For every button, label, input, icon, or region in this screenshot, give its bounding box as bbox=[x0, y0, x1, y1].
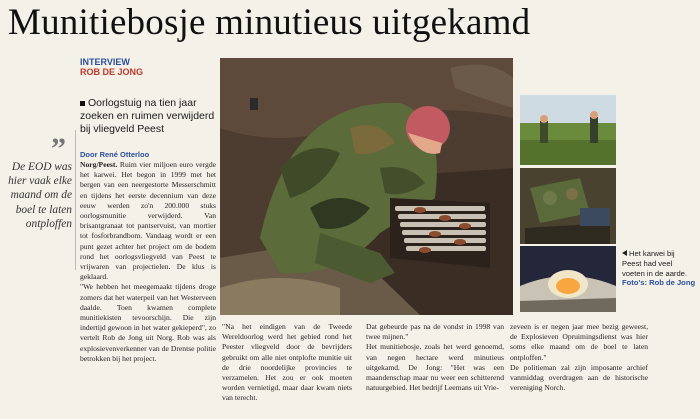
photo-field-workers bbox=[520, 95, 616, 165]
side-photo-munitions bbox=[520, 168, 616, 244]
divider bbox=[75, 130, 76, 270]
headline: Munitiebosje minutieus uitgekamd bbox=[8, 2, 531, 43]
side-photo-explosion bbox=[520, 246, 616, 312]
dateline: Norg/Peest. bbox=[80, 160, 118, 169]
bullet-icon bbox=[80, 101, 85, 106]
pull-quote bbox=[6, 132, 72, 231]
kicker bbox=[80, 57, 143, 77]
photo-caption bbox=[622, 249, 696, 288]
photo-soldier-digging bbox=[220, 58, 513, 315]
article-column-4 bbox=[510, 322, 648, 418]
quote-mark-icon: ” bbox=[51, 132, 66, 165]
photo-explosion bbox=[520, 246, 616, 312]
article-column-3 bbox=[366, 322, 504, 418]
col1-p2: "We hebben het meegemaakt tijdens droge zomers dat het waterpeil van het Westerveen daalde. Toen kwamen complete munitiekisten tevoorschijn. Die zijn indertijd gewoon in het water gekieperd", zo vertelt Rob de Jong uit Norg. Rob was als explosievenverkenner van de Drentse politie betrokken bij het project. bbox=[80, 282, 216, 363]
kicker-author: ROB DE JONG bbox=[80, 67, 144, 77]
intro-text: Oorlogstuig na tien jaar zoeken en ruimen verwijderd bij vliegveld Peest bbox=[80, 97, 215, 135]
intro bbox=[80, 97, 216, 136]
photo-credit: Foto's: Rob de Jong bbox=[622, 278, 696, 288]
col3-p1: Dat gebeurde pas na de vondst in 1998 van twee mijnen." bbox=[366, 322, 504, 342]
col2-text: "Na het eindigen van de Tweede Wereldoorlog werd het gebied rond het Peester vliegveld door de bevrijders gebruikt om alle niet ontplofte munitie uit de drie noordelijke provincies te verzamelen. Het zou er ook moeten worden vernietigd, maar daar kwam niets van terecht. bbox=[222, 322, 352, 403]
photo-munitions-pile bbox=[520, 168, 616, 244]
side-photo-field bbox=[520, 95, 616, 165]
caption-text: Het karwei bij Peest had veel voeten in de aarde. bbox=[622, 249, 688, 278]
kicker-section: INTERVIEW bbox=[80, 57, 130, 67]
col4-p1: zeveen is er negen jaar mee bezig geweest, de Explosieven Opruimingsdienst was hier soms elke maand om de boel te laten ontploffen." bbox=[510, 322, 648, 362]
byline: Door René Otterloo bbox=[80, 150, 150, 159]
col4-p2: De politieman zal zijn imposante archief vanmiddag overdragen aan de historische vereniging Norch. bbox=[510, 362, 648, 393]
article-column-1 bbox=[80, 160, 216, 418]
main-photo bbox=[220, 58, 513, 315]
caption-arrow-icon bbox=[622, 250, 627, 256]
article-column-2 bbox=[222, 322, 352, 418]
col1-p1: Ruim vier miljoen euro vergde het karwei. Het begon in 1999 met het bergen van een neergestorte Messerschmitt en tijdens het eerste decennium van deze eeuw werden zo'n 200.000 stuks oorlogsmunitie verwijderd. Van brisantgranaat tot pantservuist, van mortier tot fosforbrandbom. Vandaag wordt er een punt gezet achter het project om de bodem rond het oorlogsvliegveld van Peest te vrijwaren van projectielen. De klus is geklaard. bbox=[80, 160, 216, 282]
pull-quote-text: De EOD was hier vaak elke maand om de boel te laten ontploffen bbox=[8, 161, 72, 230]
col3-p2: Het munitiebosje, zoals het werd genoemd, van negen hectare werd minutieus uitgekamd. De Jong: "Het was een maandenschap maar nu weer een schitterend natuurgebied. Het bedrijf Leemans uit Vrie- bbox=[366, 342, 504, 393]
